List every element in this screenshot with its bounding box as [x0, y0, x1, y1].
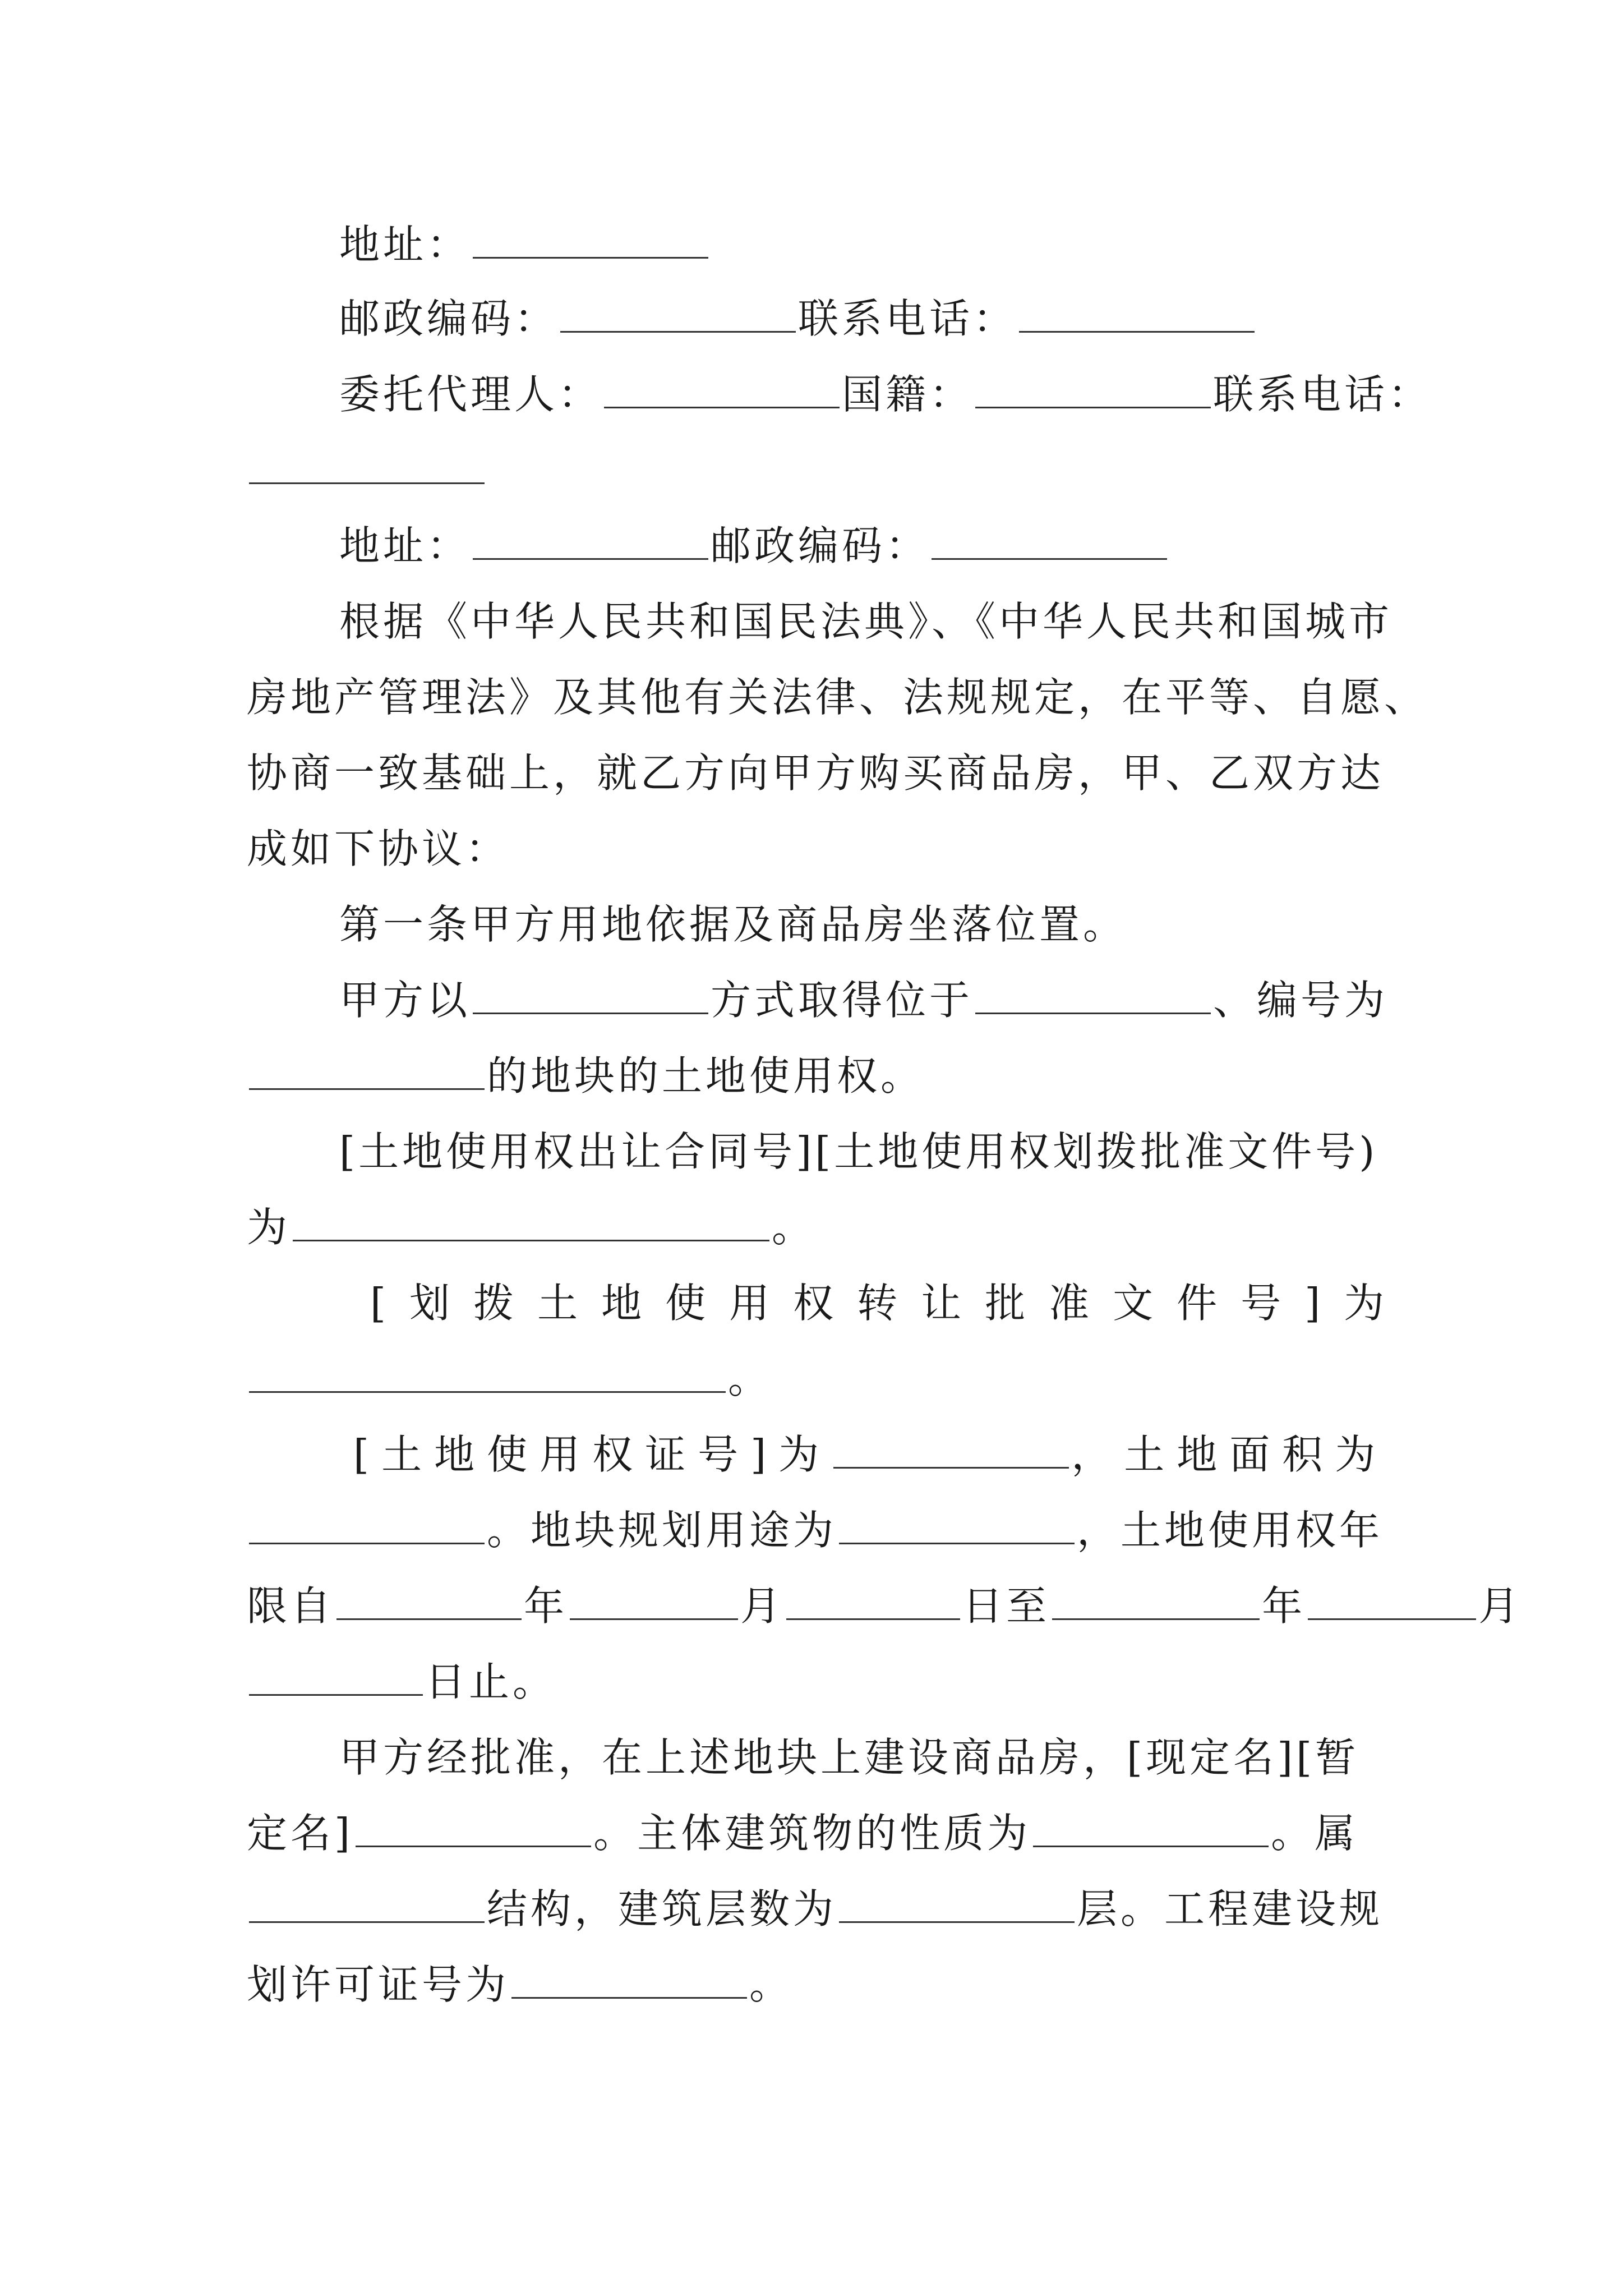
end-day-blank — [249, 1655, 423, 1696]
floor-count-blank — [839, 1882, 1075, 1923]
start-month-blank — [570, 1579, 738, 1620]
structure-type-blank — [249, 1882, 485, 1923]
contract-number-line: 为 。 — [247, 1200, 815, 1254]
end-year-blank — [1052, 1579, 1260, 1620]
contract-number-label: [土地使用权出让合同号][土地使用权划拨批准文件号) — [339, 1128, 1378, 1175]
agent-phone-blank — [249, 443, 485, 484]
building-name-blank — [356, 1806, 591, 1847]
building-nature-blank — [1033, 1806, 1269, 1847]
building-name-line: 定名] 。主体建筑物的性质为 。属 — [247, 1806, 1358, 1860]
certificate-number-blank — [833, 1428, 1069, 1469]
plot-number-blank — [249, 1049, 485, 1090]
planned-use-blank — [839, 1503, 1075, 1544]
contract-number-blank — [293, 1200, 769, 1241]
start-day-blank — [786, 1579, 960, 1620]
agent-line: 委托代理人： 国籍： 联系电话： — [339, 367, 1432, 421]
preamble-line-4: 成如下协议： — [247, 825, 510, 872]
agent-postal-blank — [932, 519, 1167, 560]
land-area-blank — [249, 1503, 485, 1544]
transfer-approval-label: [划拨土地使用权转让批准文件号]为 — [370, 1280, 1408, 1327]
planning-permit-blank — [511, 1958, 747, 1999]
land-use-line: 。地块规划用途为 ，土地使用权年 — [247, 1503, 1383, 1557]
location-blank — [975, 973, 1211, 1014]
building-structure-line: 结构，建筑层数为 层。工程建设规 — [247, 1882, 1383, 1936]
land-acquisition-line: 甲方以 方式取得位于 、编号为 — [339, 973, 1388, 1027]
party-address-line: 地址： — [339, 218, 711, 272]
land-certificate-line: [土地使用权证号]为 ，土地面积为 — [353, 1428, 1387, 1481]
agent-blank — [604, 367, 840, 408]
address-blank — [473, 218, 708, 259]
end-month-blank — [1308, 1579, 1476, 1620]
transfer-approval-blank — [249, 1352, 726, 1393]
agent-address-blank — [473, 519, 708, 560]
postal-phone-line: 邮政编码： 联系电话： — [339, 292, 1257, 346]
building-approval-line: 甲方经批准，在上述地块上建设商品房，[现定名][暂 — [339, 1734, 1359, 1781]
land-term-line: 限自 年 月 日至 年 月 — [247, 1579, 1522, 1633]
preamble-line-3: 协商一致基础上，就乙方向甲方购买商品房，甲、乙双方达 — [247, 749, 1385, 797]
nationality-blank — [975, 367, 1211, 408]
postal-code-blank — [560, 292, 796, 333]
preamble-line-2: 房地产管理法》及其他有关法律、法规规定，在平等、自愿、 — [247, 674, 1428, 721]
article-1-heading: 第一条甲方用地依据及商品房坐落位置。 — [339, 901, 1127, 948]
land-number-line: 的地块的土地使用权。 — [247, 1049, 924, 1103]
transfer-approval-line: 。 — [247, 1352, 772, 1406]
agent-address-line: 地址： 邮政编码： — [339, 519, 1169, 573]
start-year-blank — [336, 1579, 522, 1620]
preamble-line-1: 根据《中华人民共和国民法典》、《中华人民共和国城市 — [339, 598, 1393, 645]
agent-phone-continuation — [247, 443, 487, 497]
acquisition-method-blank — [473, 973, 708, 1014]
phone-blank — [1019, 292, 1255, 333]
land-term-end-line: 日止。 — [247, 1655, 556, 1709]
planning-permit-line: 划许可证号为 。 — [247, 1958, 793, 2012]
